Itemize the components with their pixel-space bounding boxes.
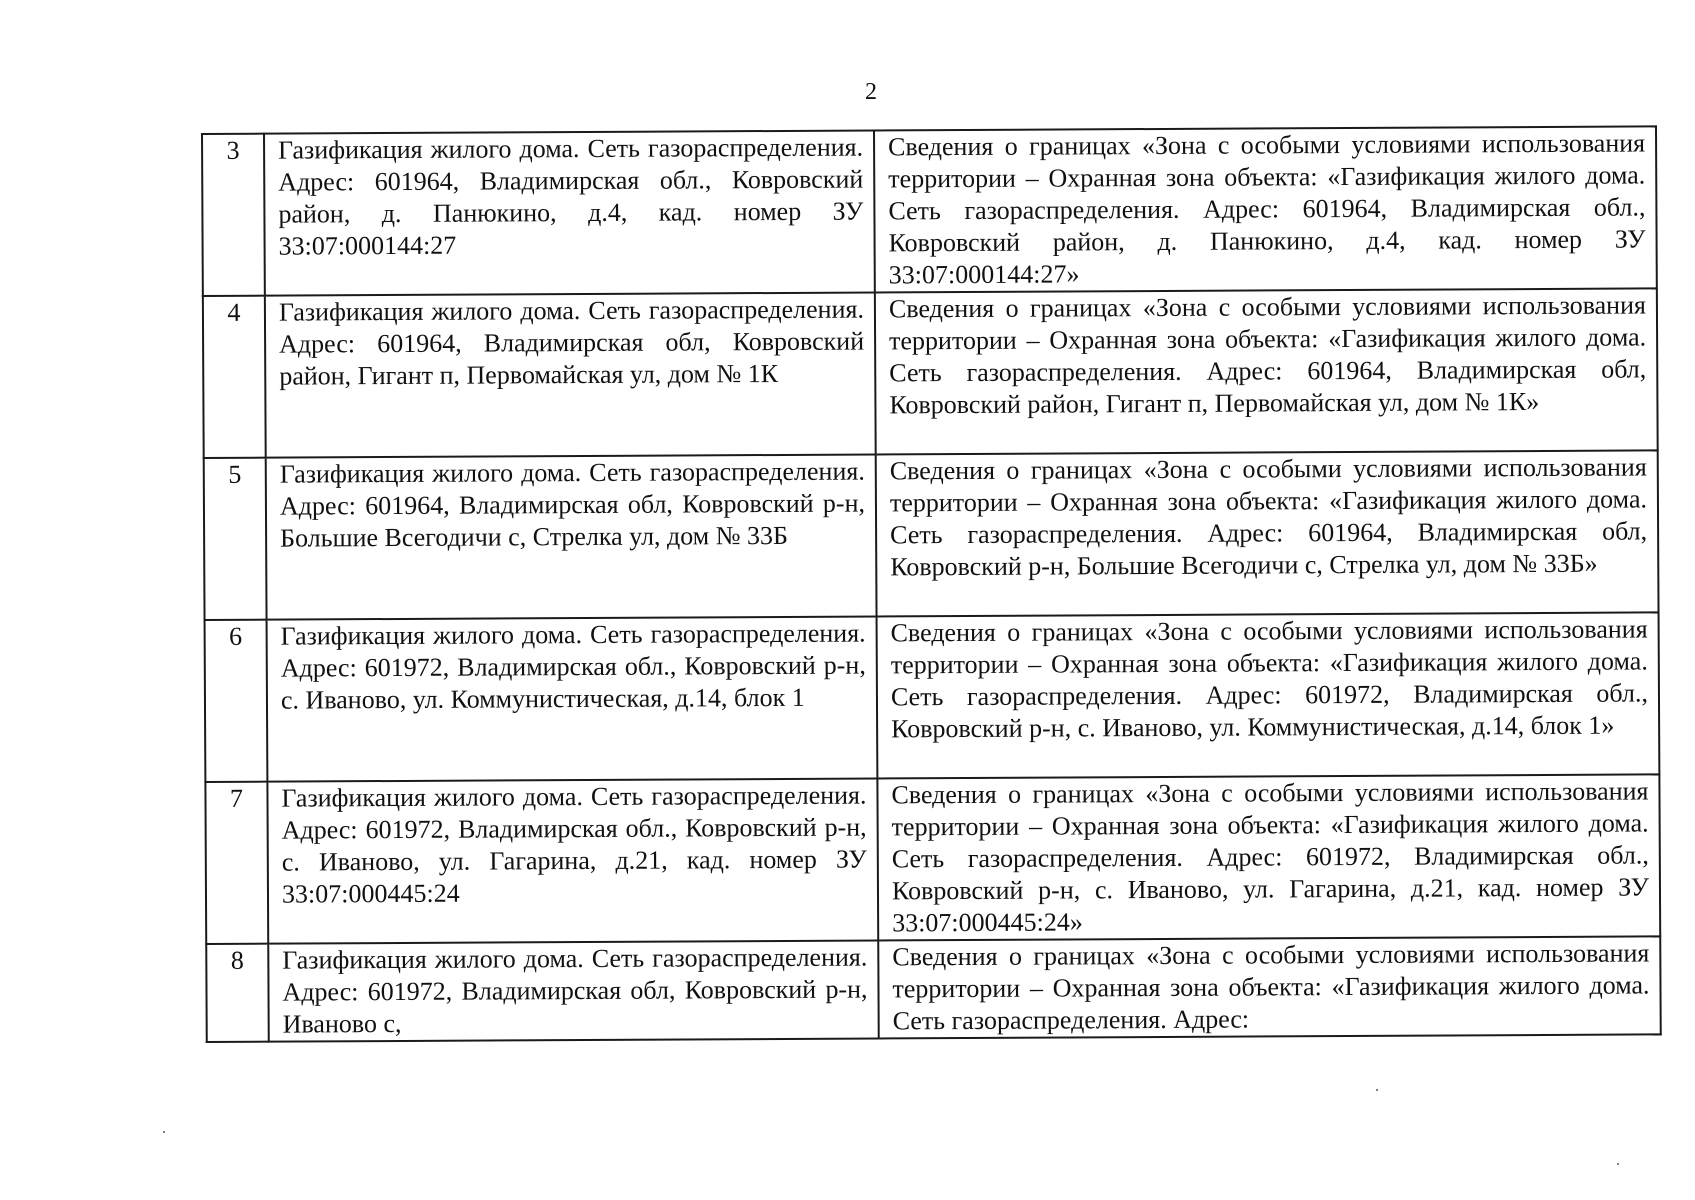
zone-boundary-info: Сведения о границах «Зона с особыми условиями использования территории – Охранная зона объекта: «Газификация жилого дома. Сеть газораспределения. Адрес: [878, 936, 1661, 1038]
object-description: Газификация жилого дома. Сеть газораспределения. Адрес: 601964, Владимирская обл., Ковровский район, д. Панюкино, д.4, кад. номер ЗУ 33:07:000144:27 [264, 130, 875, 295]
scan-speck [163, 1131, 165, 1133]
zone-boundary-info: Сведения о границах «Зона с особыми условиями использования территории – Охранная зона объекта: «Газификация жилого дома. Сеть газораспределения. Адрес: 601964, Владимирская обл, Ковровский р-н, Большие Всегодичи с, Стрелка ул, дом № 33Б» [876, 450, 1659, 616]
zone-boundary-info: Сведения о границах «Зона с особыми условиями использования территории – Охранная зона объекта: «Газификация жилого дома. Сеть газораспределения. Адрес: 601972, Владимирская обл., Ковровский р-н, с. Иваново, ул. Гагарина, д.21, кад. номер ЗУ 33:07:000445:24» [877, 774, 1660, 940]
object-description: Газификация жилого дома. Сеть газораспределения. Адрес: 601964, Владимирская обл, Ковровский район, Гигант п, Первомайская ул, дом № 1К [265, 292, 876, 457]
zone-boundary-info: Сведения о границах «Зона с особыми условиями использования территории – Охранная зона объекта: «Газификация жилого дома. Сеть газораспределения. Адрес: 601964, Владимирская обл., Ковровский район, д. Панюкино, д.4, кад. номер ЗУ 33:07:000144:27» [874, 126, 1657, 292]
object-description: Газификация жилого дома. Сеть газораспределения. Адрес: 601972, Владимирская обл, Ковровский р-н, Иваново с, [268, 940, 879, 1041]
row-number: 8 [206, 944, 269, 1042]
row-number: 7 [205, 782, 268, 944]
row-number: 4 [203, 296, 266, 458]
object-description: Газификация жилого дома. Сеть газораспределения. Адрес: 601964, Владимирская обл, Ковровский р-н, Большие Всегодичи с, Стрелка ул, дом № 33Б [266, 454, 877, 619]
object-description: Газификация жилого дома. Сеть газораспределения. Адрес: 601972, Владимирская обл., Ковровский р-н, с. Иваново, ул. Коммунистическая, д.14, блок 1 [267, 616, 878, 781]
zone-boundary-info: Сведения о границах «Зона с особыми условиями использования территории – Охранная зона объекта: «Газификация жилого дома. Сеть газораспределения. Адрес: 601972, Владимирская обл., Ковровский р-н, с. Иваново, ул. Коммунистическая, д.14, блок 1» [877, 612, 1660, 778]
table-row [204, 450, 1659, 620]
table-row [206, 936, 1660, 1042]
row-number: 3 [202, 134, 265, 296]
table-row [203, 288, 1658, 458]
page-number: 2 [865, 79, 877, 105]
row-number: 5 [204, 458, 267, 620]
object-description: Газификация жилого дома. Сеть газораспределения. Адрес: 601972, Владимирская обл., Ковровский р-н, с. Иваново, ул. Гагарина, д.21, кад. номер ЗУ 33:07:000445:24 [267, 778, 878, 943]
table-row [205, 774, 1660, 944]
table-row [205, 612, 1660, 782]
table-row [202, 126, 1657, 296]
scan-speck [1617, 1163, 1619, 1165]
zones-table [201, 125, 1662, 1043]
zone-boundary-info: Сведения о границах «Зона с особыми условиями использования территории – Охранная зона объекта: «Газификация жилого дома. Сеть газораспределения. Адрес: 601964, Владимирская обл, Ковровский район, Гигант п, Первомайская ул, дом № 1К» [875, 288, 1658, 454]
row-number: 6 [205, 620, 268, 782]
scan-speck [1376, 1089, 1378, 1091]
